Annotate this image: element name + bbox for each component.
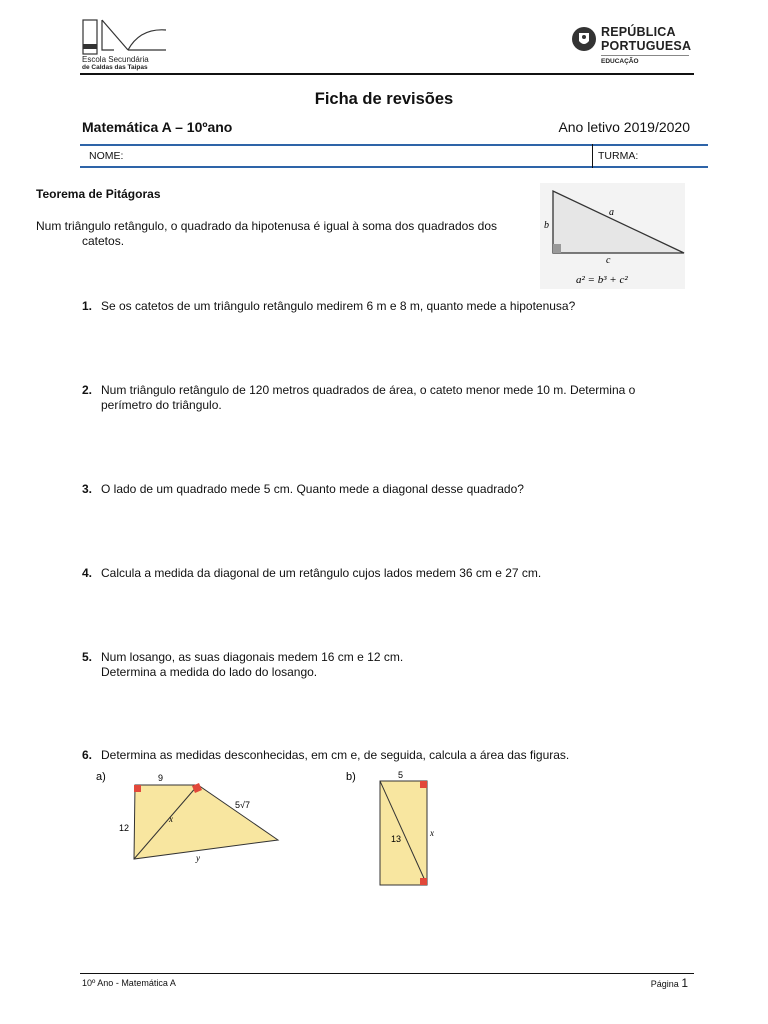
header-rule <box>80 73 694 75</box>
figure-a-trapezoid <box>96 770 286 890</box>
figure-b-label: b) <box>346 771 356 783</box>
question-text: O lado de um quadrado mede 5 cm. Quanto mede a diagonal desse quadrado? <box>101 482 524 496</box>
question-text: Determina as medidas desconhecidas, em cm e, de seguida, calcula a área das figuras. <box>101 748 570 762</box>
triangle-label-c: c <box>606 255 611 266</box>
figure-a-diag: x <box>169 814 173 824</box>
question-5 <box>82 650 702 680</box>
figure-a-bottom: y <box>196 853 200 863</box>
figure-b-right: x <box>430 828 434 838</box>
question-number: 2. <box>82 383 93 397</box>
theorem-statement <box>36 219 536 249</box>
question-text: Se os catetos de um triângulo retângulo medirem 6 m e 8 m, quanto mede a hipotenusa? <box>101 299 576 313</box>
footer-page-label: Página <box>650 979 679 989</box>
footer-page <box>651 976 688 990</box>
figure-b-diag: 13 <box>391 834 402 844</box>
pythagoras-triangle-figure <box>540 183 685 289</box>
footer-rule <box>80 973 694 974</box>
question-6 <box>82 748 702 763</box>
gov-ministry: EDUCAÇÃO <box>601 58 639 65</box>
figure-b-rectangle <box>344 770 444 890</box>
triangle-label-b: b <box>544 220 549 231</box>
school-year: Ano letivo 2019/2020 <box>558 119 690 135</box>
question-number: 6. <box>82 748 93 762</box>
gov-divider <box>601 55 689 56</box>
id-table-separator <box>592 144 593 168</box>
school-location: de Caldas das Taipas <box>82 64 148 71</box>
question-number: 3. <box>82 482 93 496</box>
question-text: Calcula a medida da diagonal de um retângulo cujos lados medem 36 cm e 27 cm. <box>101 566 542 580</box>
figure-b-top: 5 <box>398 770 404 780</box>
theorem-line1: Num triângulo retângulo, o quadrado da hipotenusa é igual à soma dos quadrados dos <box>36 219 497 233</box>
pythagoras-formula: a² = b³ + c² <box>576 274 628 286</box>
question-3 <box>82 482 702 497</box>
question-number: 1. <box>82 299 93 313</box>
triangle-label-a: a <box>609 207 614 218</box>
gov-name-line1: REPÚBLICA <box>601 25 676 39</box>
government-emblem-icon <box>571 24 597 54</box>
question-1 <box>82 299 702 314</box>
figure-a-top: 9 <box>158 773 164 783</box>
footer-course: 10º Ano - Matemática A <box>82 978 176 988</box>
theorem-line2: catetos. <box>82 234 125 248</box>
question-number: 4. <box>82 566 93 580</box>
section-title: Teorema de Pitágoras <box>36 187 161 201</box>
name-field-label[interactable]: NOME: <box>89 150 124 162</box>
page-title: Ficha de revisões <box>314 90 454 108</box>
figure-a-label: a) <box>96 771 106 783</box>
class-field-label[interactable]: TURMA: <box>598 150 639 162</box>
question-text-cont: perímetro do triângulo. <box>101 398 222 412</box>
figure-a-slant: 5√7 <box>235 800 250 810</box>
gov-name-line2: PORTUGUESA <box>601 39 692 53</box>
question-text: Num triângulo retângulo de 120 metros quadrados de área, o cateto menor mede 10 m. Determina o <box>101 383 636 397</box>
school-name: Escola Secundária <box>82 55 149 64</box>
question-number: 5. <box>82 650 93 664</box>
question-2 <box>82 383 702 413</box>
question-text: Num losango, as suas diagonais medem 16 cm e 12 cm. <box>101 650 404 664</box>
subject-heading: Matemática A – 10ºano <box>82 119 233 135</box>
question-4 <box>82 566 702 581</box>
question-text-cont: Determina a medida do lado do losango. <box>101 665 318 679</box>
figure-a-left: 12 <box>119 823 130 833</box>
page-number: 1 <box>681 976 688 990</box>
